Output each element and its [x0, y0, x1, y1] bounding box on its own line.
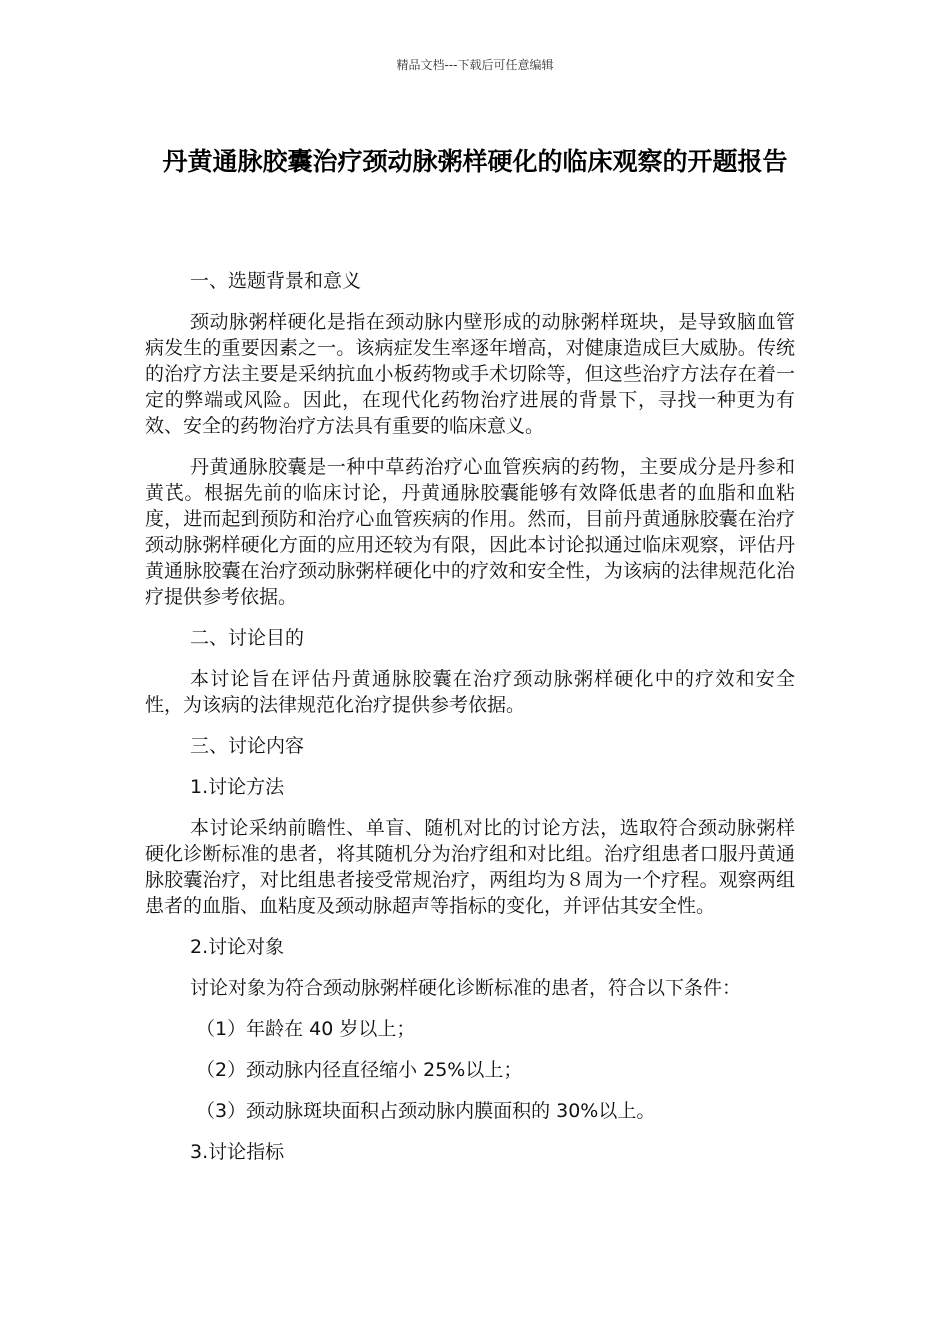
subsection-heading-subjects: 2.讨论对象 [190, 936, 285, 958]
paragraph-purpose: 本讨论旨在评估丹黄通脉胶囊在治疗颈动脉粥样硬化中的疗效和安全性，为该病的法律规范化治疗提供参考依据。 [145, 668, 795, 716]
paragraph-background-2: 丹黄通脉胶囊是一种中草药治疗心血管疾病的药物，主要成分是丹参和黄芪。根据先前的临床讨论，丹黄通脉胶囊能够有效降低患者的血脂和血粘度，进而起到预防和治疗心血管疾病的作用。然而，目前丹黄通脉胶囊在治疗颈动脉粥样硬化方面的应用还较为有限，因此本讨论拟通过临床观察，评估丹黄通脉胶囊在治疗颈动脉粥样硬化中的疗效和安全性，为该病的法律规范化治疗提供参考依据。 [145, 456, 795, 608]
subsection-heading-indicators: 3.讨论指标 [190, 1141, 285, 1163]
paragraph-subjects: 讨论对象为符合颈动脉粥样硬化诊断标准的患者，符合以下条件： [190, 977, 742, 999]
criteria-item: （3）颈动脉斑块面积占颈动脉内膜面积的 30%以上。 [196, 1100, 656, 1122]
document-title: 丹黄通脉胶囊治疗颈动脉粥样硬化的临床观察的开题报告 [162, 147, 788, 176]
criteria-item: （2）颈动脉内径直径缩小 25%以上； [196, 1059, 523, 1081]
paragraph-method: 本讨论采纳前瞻性、单盲、随机对比的讨论方法，选取符合颈动脉粥样硬化诊断标准的患者，将其随机分为治疗组和对比组。治疗组患者口服丹黄通脉胶囊治疗，对比组患者接受常规治疗，两组均为８周为一个疗程。观察两组患者的血脂、血粘度及颈动脉超声等指标的变化，并评估其安全性。 [145, 817, 795, 917]
section-heading-background: 一、选题背景和意义 [190, 270, 362, 292]
document-body [145, 268, 795, 1180]
section-heading-content: 三、讨论内容 [190, 735, 305, 757]
paragraph-background-1: 颈动脉粥样硬化是指在颈动脉内壁形成的动脉粥样斑块，是导致脑血管病发生的重要因素之一。该病症发生率逐年增高，对健康造成巨大威胁。传统的治疗方法主要是采纳抗血小板药物或手术切除等，但这些治疗方法存在着一定的弊端或风险。因此，在现代化药物治疗进展的背景下，寻找一种更为有效、安全的药物治疗方法具有重要的临床意义。 [145, 311, 795, 437]
subsection-heading-method: 1.讨论方法 [190, 776, 285, 798]
page-header: 精品文档---下载后可任意编辑 [396, 58, 554, 72]
criteria-item: （1）年龄在 40 岁以上； [196, 1018, 416, 1040]
section-heading-purpose: 二、讨论目的 [190, 627, 305, 649]
